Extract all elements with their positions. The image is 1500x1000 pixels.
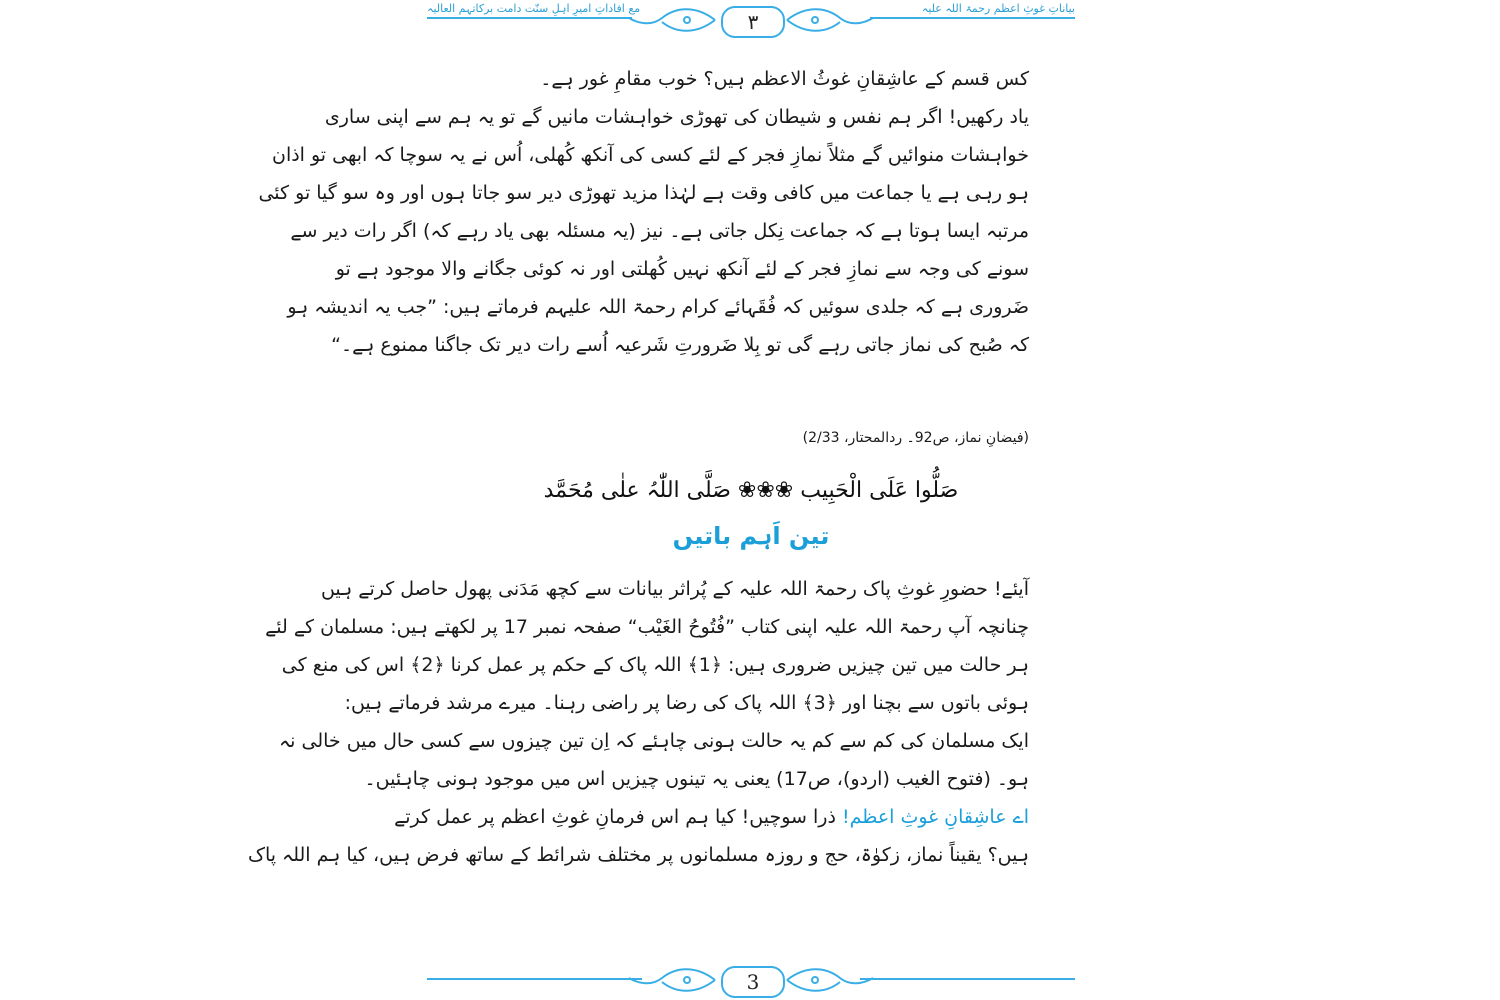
footer-flourish-left-icon xyxy=(627,964,717,996)
header-page-number: ۳ xyxy=(721,6,785,38)
header-rule-right xyxy=(870,17,1075,19)
text-line: ہر حالت میں تین چیزیں ضروری ہیں: ﴿1﴾ اللہ پاک کے حکم پر عمل کرنا ﴿2﴾ اس کی منع کی xyxy=(281,654,1029,676)
text-line: ہوئی باتوں سے بچنا اور ﴿3﴾ اللہ پاک کی رضا پر راضی رہنا۔ میرے مرشد فرماتے ہیں: xyxy=(344,692,1029,714)
text-line: سونے کی وجہ سے نمازِ فجر کے لئے آنکھ نہیں کُھلتی اور نہ کوئی جگانے والا موجود ہے تو xyxy=(335,258,1029,280)
book-page xyxy=(247,0,1077,1000)
text-fragment: ذرا سوچیں! کیا ہم اس فرمانِ غوثِ اعظم پر عمل کرتے xyxy=(394,806,836,828)
header-rule-left xyxy=(427,17,632,19)
text-line: کس قسم کے عاشِقانِ غوثُ الاعظم ہیں؟ خوب مقامِ غور ہے۔ xyxy=(540,68,1029,90)
footer-rule-left xyxy=(427,978,642,980)
salat-line: صَلُّوا عَلَی الْحَبِیب ❀❀❀ صَلَّی اللّٰہُ علٰی مُحَمَّد xyxy=(543,478,959,503)
section-heading: تین اَہم باتیں xyxy=(672,522,830,550)
paragraph-top xyxy=(258,60,1029,364)
text-line: ضَروری ہے کہ جلدی سوئیں کہ فُقَہائے کرام رحمۃ اللہ علیہم فرماتے ہیں: ”جب یہ اندیشہ ہو xyxy=(287,296,1029,318)
header-book-title: بیاناتِ غوثِ اعظم رحمۃ اللہ علیہ xyxy=(921,2,1075,15)
header-flourish-right-icon xyxy=(785,4,875,36)
page-header xyxy=(425,0,1077,40)
text-line: کہ صُبح کی نماز جاتی رہے گی تو بِلا ضَرورتِ شَرعیہ اُسے رات دیر تک جاگنا ممنوع ہے۔“ xyxy=(331,334,1029,356)
text-line: آیئے! حضورِ غوثِ پاک رحمۃ اللہ علیہ کے پُراثر بیانات سے کچھ مَدَنی پھول حاصل کرتے ہیں xyxy=(320,578,1029,600)
text-line: ہیں؟ یقیناً نماز، زکوٰۃ، حج و روزہ مسلمانوں پر مختلف شرائط کے ساتھ فرض ہیں، کیا ہم اللہ پاک xyxy=(247,844,1029,866)
text-line: ہو رہی ہے یا جماعت میں کافی وقت ہے لہٰذا مزید تھوڑی دیر سو جاتا ہوں اور وہ سو گیا تو کئی xyxy=(258,182,1029,204)
text-line: ہو۔ (فتوح الغیب (اردو)، ص17) یعنی یہ تینوں چیزیں اس میں موجود ہونی چاہئیں۔ xyxy=(364,768,1029,790)
reference-citation: (فیضانِ نماز، ص92۔ ردالمحتار، 2/33) xyxy=(802,430,1029,446)
footer-page-number: 3 xyxy=(721,966,785,998)
highlight-phrase: اے عاشِقانِ غوثِ اعظم! xyxy=(841,806,1029,828)
text-line: خواہشات منوائیں گے مثلاً نمازِ فجر کے لئے کسی کی آنکھ کُھلی، اُس نے یہ سوچا کہ ابھی تو اذان xyxy=(271,144,1029,166)
header-subtitle: مع افاداتِ امیرِ اہلِ سنّت دامت برکاتہم العالیہ xyxy=(427,2,641,15)
footer-flourish-right-icon xyxy=(785,964,875,996)
header-flourish-left-icon xyxy=(627,4,717,36)
page-footer xyxy=(425,958,1077,1000)
footer-rule-right xyxy=(860,978,1075,980)
text-line: ایک مسلمان کی کم سے کم یہ حالت ہونی چاہئے کہ اِن تین چیزوں سے کسی حال میں خالی نہ xyxy=(279,730,1029,752)
text-line: چنانچہ آپ رحمۃ اللہ علیہ اپنی کتاب ”فُتُوحُ الغَیْب“ صفحہ نمبر 17 پر لکھتے ہیں: مسلمان کے لئے xyxy=(265,616,1029,638)
paragraph-bottom xyxy=(247,570,1029,874)
text-line: یاد رکھیں! اگر ہم نفس و شیطان کی تھوڑی خواہشات مانیں گے تو یہ ہم سے اپنی ساری xyxy=(324,106,1029,128)
text-line: مرتبہ ایسا ہوتا ہے کہ جماعت نِکل جاتی ہے۔ نیز (یہ مسئلہ بھی یاد رہے کہ) اگر رات دیر سے xyxy=(290,220,1029,242)
text-line-highlighted xyxy=(394,798,1029,836)
